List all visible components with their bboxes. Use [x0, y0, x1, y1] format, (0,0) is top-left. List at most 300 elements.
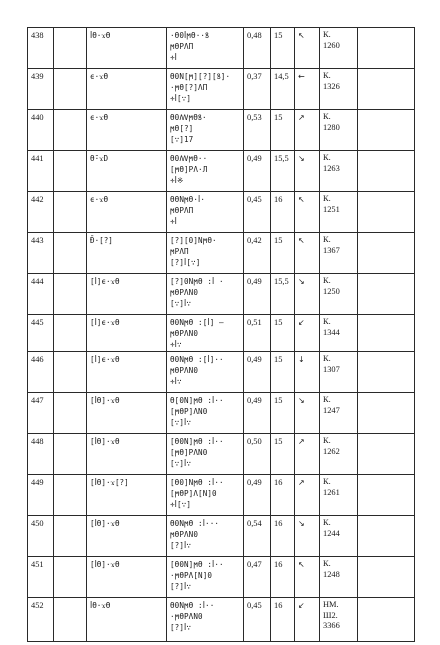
cell-number	[28, 274, 54, 315]
cell-count	[271, 110, 295, 151]
value: 0,49	[247, 478, 262, 487]
cell-empty	[54, 69, 87, 110]
cell-value	[244, 69, 271, 110]
row-number: 442	[31, 195, 44, 204]
count: 15	[274, 236, 283, 245]
cell-number	[28, 475, 54, 516]
reference-line: 1250	[323, 286, 340, 296]
inscription-line: ϻϴ[?]	[170, 124, 194, 133]
cell-count	[271, 69, 295, 110]
inscription-line: [ϻϴΡ]ΛΝ0	[170, 407, 208, 416]
inscription-line: ∻ꟾ∵	[170, 377, 182, 386]
reference-line: Ш2.	[323, 610, 338, 620]
direction-arrow-icon: ↘	[298, 396, 305, 405]
direction-arrow-icon: ←	[298, 72, 305, 81]
cell-empty	[358, 28, 415, 69]
cell-value	[244, 233, 271, 274]
inscription-line: ∻ꟾ[∵]	[170, 94, 192, 103]
value: 0,45	[247, 195, 262, 204]
table-row	[28, 516, 415, 557]
value: 0,49	[247, 154, 262, 163]
cell-inscription	[167, 192, 244, 233]
cell-reference	[320, 393, 358, 434]
direction-arrow-icon: ↘	[298, 519, 305, 528]
cell-reference	[320, 151, 358, 192]
cell-empty	[54, 557, 87, 598]
row-number: 438	[31, 31, 44, 40]
table-row	[28, 315, 415, 352]
cell-count	[271, 475, 295, 516]
cell-empty	[54, 475, 87, 516]
direction-arrow-icon: ↗	[298, 437, 305, 446]
inscription-line: ϴϴΝϻϴ·ꟾ·	[170, 195, 206, 204]
cell-value	[244, 557, 271, 598]
inscription-line: ∻ꟾ※	[170, 176, 184, 185]
cell-reference	[320, 233, 358, 274]
row-number: 450	[31, 519, 44, 528]
inscription-line: [ϴ0Ν]ϻϴ :ꟾ··	[170, 437, 224, 446]
inscription-line: ϴ0ꟿϻϴ··	[170, 154, 208, 163]
cell-inscription	[167, 475, 244, 516]
cell-empty	[358, 557, 415, 598]
cell-inscription	[167, 151, 244, 192]
direction-arrow-icon: ↖	[298, 31, 305, 40]
cell-reference	[320, 352, 358, 393]
cell-empty	[54, 274, 87, 315]
cell-empty	[54, 393, 87, 434]
cell-empty	[358, 69, 415, 110]
cell-inscription	[167, 434, 244, 475]
cell-direction	[295, 475, 320, 516]
direction-arrow-icon: ↗	[298, 113, 305, 122]
direction-arrow-icon: ↙	[298, 601, 305, 610]
table-row	[28, 274, 415, 315]
cell-count	[271, 274, 295, 315]
cell-twin	[87, 516, 167, 557]
reference-line: К.	[323, 194, 331, 203]
reference-line: К.	[323, 153, 331, 162]
inscription-line: [∵]ꟾ∵	[170, 299, 192, 308]
twin-signs: [ꟾϴ]·ϫϴ	[90, 519, 120, 528]
value: 0,49	[247, 277, 262, 286]
reference-line: 1260	[323, 40, 340, 50]
count: 15	[274, 318, 283, 327]
cell-number	[28, 393, 54, 434]
cell-inscription	[167, 69, 244, 110]
count: 16	[274, 519, 283, 528]
cell-reference	[320, 69, 358, 110]
cell-number	[28, 233, 54, 274]
inscription-line: ϴ0Νϻϴ :[ꟾ] –	[170, 318, 224, 327]
cell-number	[28, 516, 54, 557]
reference-line: 1261	[323, 487, 340, 497]
reference-line: К.	[323, 235, 331, 244]
inscription-line: ·ϻϴΡΛ[Ν]0	[170, 571, 213, 580]
count: 16	[274, 478, 283, 487]
inscription-line: ϴ[0Ν]ϻϴ :ꟾ··	[170, 396, 224, 405]
table-row	[28, 434, 415, 475]
cell-twin	[87, 557, 167, 598]
twin-signs: [ꟾ]ϵ·ϫϴ	[90, 318, 120, 327]
cell-count	[271, 315, 295, 352]
row-number: 448	[31, 437, 44, 446]
cell-empty	[54, 516, 87, 557]
inscription-line: ϻϴΡΛΠ	[170, 42, 194, 51]
cell-inscription	[167, 274, 244, 315]
cell-count	[271, 557, 295, 598]
table-row	[28, 151, 415, 192]
value: 0,37	[247, 72, 262, 81]
cell-direction	[295, 557, 320, 598]
reference-line: К.	[323, 436, 331, 445]
count: 15	[274, 437, 283, 446]
row-number: 447	[31, 396, 44, 405]
inscription-line: ϴ0Νϻϴ :ꟾ··	[170, 601, 215, 610]
count: 14,5	[274, 72, 289, 81]
twin-signs: [ꟾϴ]·ϫϴ	[90, 396, 120, 405]
cell-twin	[87, 393, 167, 434]
cell-number	[28, 315, 54, 352]
inscription-line: [?]0Νϻϴ :ꟾ ·	[170, 277, 224, 286]
inscription-line: ϻϴΡΛΝ0	[170, 329, 199, 338]
cell-number	[28, 434, 54, 475]
inscription-line: ·ϴ0ꟾϻϴ··ꝸ	[170, 31, 210, 40]
twin-signs: [ꟾϴ]·ϫ[?]	[90, 478, 129, 487]
cell-number	[28, 557, 54, 598]
cell-value	[244, 274, 271, 315]
cell-value	[244, 110, 271, 151]
direction-arrow-icon: ↖	[298, 560, 305, 569]
reference-line: 1262	[323, 446, 340, 456]
inscription-line: ϻϴΡΛΝ0	[170, 530, 199, 539]
inscription-line: [ϴ0]Νϻϴ :ꟾ··	[170, 478, 224, 487]
count: 16	[274, 601, 283, 610]
cell-direction	[295, 69, 320, 110]
reference-line: К.	[323, 477, 331, 486]
cell-reference	[320, 598, 358, 642]
cell-empty	[358, 598, 415, 642]
row-number: 451	[31, 560, 44, 569]
cell-value	[244, 192, 271, 233]
reference-line: К.	[323, 354, 331, 363]
cell-twin	[87, 598, 167, 642]
inscription-line: ∻ꟾ	[170, 53, 178, 62]
cell-empty	[54, 434, 87, 475]
value: 0,49	[247, 396, 262, 405]
reference-line: 1244	[323, 528, 340, 538]
table-row	[28, 192, 415, 233]
cell-value	[244, 598, 271, 642]
cell-empty	[358, 352, 415, 393]
cell-inscription	[167, 352, 244, 393]
inscription-line: [ϻϴ]ΡΛ·Л	[170, 165, 208, 174]
direction-arrow-icon: ↙	[298, 318, 305, 327]
reference-line: 1280	[323, 122, 340, 132]
reference-line: К.	[323, 317, 331, 326]
cell-value	[244, 315, 271, 352]
inscription-line: [?]ꟾ∵	[170, 541, 192, 550]
value: 0,54	[247, 519, 262, 528]
inscription-line: ϻϴΡΛΝ0	[170, 366, 199, 375]
cell-number	[28, 69, 54, 110]
cell-value	[244, 393, 271, 434]
cell-empty	[54, 315, 87, 352]
inscription-line: [ϴ0Ν]ϻϴ :ꟾ··	[170, 560, 224, 569]
cell-count	[271, 233, 295, 274]
cell-twin	[87, 434, 167, 475]
inscription-line: ϴ0Νϻϴ :[ꟾ]··	[170, 355, 224, 364]
table-row	[28, 598, 415, 642]
inscription-line: ϴ0ꟿϻϴꝸ·	[170, 113, 207, 122]
value: 0,51	[247, 318, 262, 327]
reference-line: 1251	[323, 204, 340, 214]
cell-inscription	[167, 110, 244, 151]
direction-arrow-icon: ↖	[298, 195, 305, 204]
twin-signs: [ꟾ]ϵ·ϫϴ	[90, 355, 120, 364]
row-number: 443	[31, 236, 44, 245]
cell-count	[271, 598, 295, 642]
reference-line: 1326	[323, 81, 340, 91]
count: 15	[274, 113, 283, 122]
cell-empty	[358, 393, 415, 434]
cell-direction	[295, 274, 320, 315]
reference-line: 1307	[323, 364, 340, 374]
cell-empty	[358, 151, 415, 192]
inscription-line: [?]ꟾ[∵]	[170, 258, 201, 267]
reference-line: 1263	[323, 163, 340, 173]
cell-reference	[320, 274, 358, 315]
inscription-line: ϻϴΡΛΝ0	[170, 288, 199, 297]
cell-reference	[320, 315, 358, 352]
cell-count	[271, 28, 295, 69]
count: 15	[274, 355, 283, 364]
twin-signs: ϵ·ϫϴ	[90, 195, 109, 204]
cell-number	[28, 110, 54, 151]
table-row	[28, 557, 415, 598]
cell-empty	[54, 192, 87, 233]
inscription-line: ∻ꟾ	[170, 217, 178, 226]
cell-direction	[295, 110, 320, 151]
inscription-line: [?][0]Νϻϴ·	[170, 236, 217, 245]
cell-direction	[295, 516, 320, 557]
direction-arrow-icon: ↘	[298, 154, 305, 163]
inscription-line: [∵]17	[170, 135, 194, 144]
twin-signs: Ð̄·[?]	[90, 236, 113, 245]
cell-count	[271, 393, 295, 434]
reference-line: НМ.	[323, 600, 339, 609]
cell-value	[244, 475, 271, 516]
inscription-line: [?]ꟾ∵	[170, 582, 192, 591]
cell-inscription	[167, 315, 244, 352]
cell-count	[271, 516, 295, 557]
cell-empty	[358, 233, 415, 274]
reference-line: К.	[323, 71, 331, 80]
cell-reference	[320, 192, 358, 233]
cell-reference	[320, 110, 358, 151]
cell-empty	[54, 110, 87, 151]
count: 16	[274, 195, 283, 204]
cell-direction	[295, 315, 320, 352]
twin-signs: [ꟾϴ]·ϫϴ	[90, 560, 120, 569]
table-row	[28, 69, 415, 110]
inscription-line: ϴ0Νϻϴ :ꟾ···	[170, 519, 220, 528]
cell-value	[244, 516, 271, 557]
cell-value	[244, 352, 271, 393]
cell-number	[28, 352, 54, 393]
value: 0,49	[247, 355, 262, 364]
cell-value	[244, 434, 271, 475]
cell-direction	[295, 434, 320, 475]
reference-line: К.	[323, 395, 331, 404]
cell-number	[28, 192, 54, 233]
inscription-line: [?]ꟾ∵	[170, 623, 192, 632]
cell-inscription	[167, 598, 244, 642]
cell-inscription	[167, 28, 244, 69]
inscription-line: ϻϴΡΛΠ	[170, 206, 194, 215]
twin-signs: ꟾϴ·ϫϴ	[90, 31, 111, 40]
cell-twin	[87, 69, 167, 110]
reference-line: 1367	[323, 245, 340, 255]
reference-line: К.	[323, 559, 331, 568]
table-row	[28, 110, 415, 151]
table-row	[28, 393, 415, 434]
cell-empty	[358, 110, 415, 151]
inscription-line: [∵]ꟾ∵	[170, 418, 192, 427]
cell-empty	[358, 274, 415, 315]
table-body	[28, 28, 415, 642]
row-number: 449	[31, 478, 44, 487]
cell-empty	[54, 28, 87, 69]
cell-direction	[295, 598, 320, 642]
direction-arrow-icon: ↓	[298, 355, 305, 364]
row-number: 445	[31, 318, 44, 327]
catalog-table	[27, 27, 415, 642]
twin-signs: ꟾϴ·ϫϴ	[90, 601, 111, 610]
cell-twin	[87, 192, 167, 233]
value: 0,48	[247, 31, 262, 40]
cell-inscription	[167, 516, 244, 557]
inscription-line: [ϻϴΡ]Λ[Ν]0	[170, 489, 217, 498]
cell-number	[28, 151, 54, 192]
cell-empty	[358, 192, 415, 233]
cell-direction	[295, 192, 320, 233]
cell-value	[244, 28, 271, 69]
direction-arrow-icon: ↗	[298, 478, 305, 487]
reference-line: К.	[323, 30, 331, 39]
table-row	[28, 352, 415, 393]
row-number: 444	[31, 277, 44, 286]
cell-inscription	[167, 557, 244, 598]
cell-twin	[87, 233, 167, 274]
cell-empty	[54, 352, 87, 393]
cell-twin	[87, 151, 167, 192]
cell-empty	[54, 233, 87, 274]
cell-twin	[87, 352, 167, 393]
inscription-line: ∻ꟾ[∵]	[170, 500, 192, 509]
count: 15,5	[274, 154, 289, 163]
cell-empty	[358, 315, 415, 352]
twin-signs: [ꟾϴ]·ϫϴ	[90, 437, 120, 446]
cell-direction	[295, 28, 320, 69]
reference-line: К.	[323, 276, 331, 285]
cell-value	[244, 151, 271, 192]
cell-reference	[320, 475, 358, 516]
value: 0,47	[247, 560, 262, 569]
count: 16	[274, 560, 283, 569]
row-number: 439	[31, 72, 44, 81]
cell-count	[271, 352, 295, 393]
count: 15	[274, 396, 283, 405]
inscription-line: ϴ0Ν[ϻ][?][ꝸ]·	[170, 72, 231, 81]
value: 0,53	[247, 113, 262, 122]
cell-twin	[87, 274, 167, 315]
direction-arrow-icon: ↖	[298, 236, 305, 245]
cell-direction	[295, 233, 320, 274]
inscription-line: ϻΡΛΠ	[170, 247, 189, 256]
table-row	[28, 475, 415, 516]
inscription-line: [∵]ꟾ∵	[170, 459, 192, 468]
reference-line: 1344	[323, 327, 340, 337]
cell-reference	[320, 434, 358, 475]
inscription-line: ·ϻϴ[?]ΛΠ	[170, 83, 208, 92]
cell-count	[271, 434, 295, 475]
reference-line: 1247	[323, 405, 340, 415]
cell-twin	[87, 28, 167, 69]
inscription-line: ∻ꟾ∵	[170, 340, 182, 349]
value: 0,45	[247, 601, 262, 610]
reference-line: 3366	[323, 621, 340, 630]
direction-arrow-icon: ↘	[298, 277, 305, 286]
table-row	[28, 233, 415, 274]
cell-twin	[87, 110, 167, 151]
twin-signs: [ꟾ]ϵ·ϫϴ	[90, 277, 120, 286]
inscription-line: ·ϻϴΡΛΝ0	[170, 612, 203, 621]
table-row	[28, 28, 415, 69]
cell-inscription	[167, 393, 244, 434]
twin-signs: ϵ·ϫϴ	[90, 113, 109, 122]
cell-number	[28, 598, 54, 642]
row-number: 446	[31, 355, 44, 364]
cell-empty	[358, 475, 415, 516]
cell-count	[271, 192, 295, 233]
cell-reference	[320, 557, 358, 598]
cell-direction	[295, 393, 320, 434]
cell-count	[271, 151, 295, 192]
count: 15,5	[274, 277, 289, 286]
cell-twin	[87, 475, 167, 516]
cell-direction	[295, 352, 320, 393]
cell-empty	[358, 434, 415, 475]
row-number: 441	[31, 154, 44, 163]
row-number: 452	[31, 601, 44, 610]
cell-twin	[87, 315, 167, 352]
twin-signs: ϴ̄·ϫD	[90, 154, 109, 163]
cell-empty	[54, 151, 87, 192]
cell-reference	[320, 516, 358, 557]
twin-signs: ϵ·ϫϴ	[90, 72, 109, 81]
count: 15	[274, 31, 283, 40]
row-number: 440	[31, 113, 44, 122]
reference-line: К.	[323, 518, 331, 527]
value: 0,50	[247, 437, 262, 446]
cell-reference	[320, 28, 358, 69]
reference-line: К.	[323, 112, 331, 121]
cell-number	[28, 28, 54, 69]
inscription-line: [ϻϴ]ΡΛΝ0	[170, 448, 208, 457]
cell-empty	[358, 516, 415, 557]
cell-empty	[54, 598, 87, 642]
cell-direction	[295, 151, 320, 192]
